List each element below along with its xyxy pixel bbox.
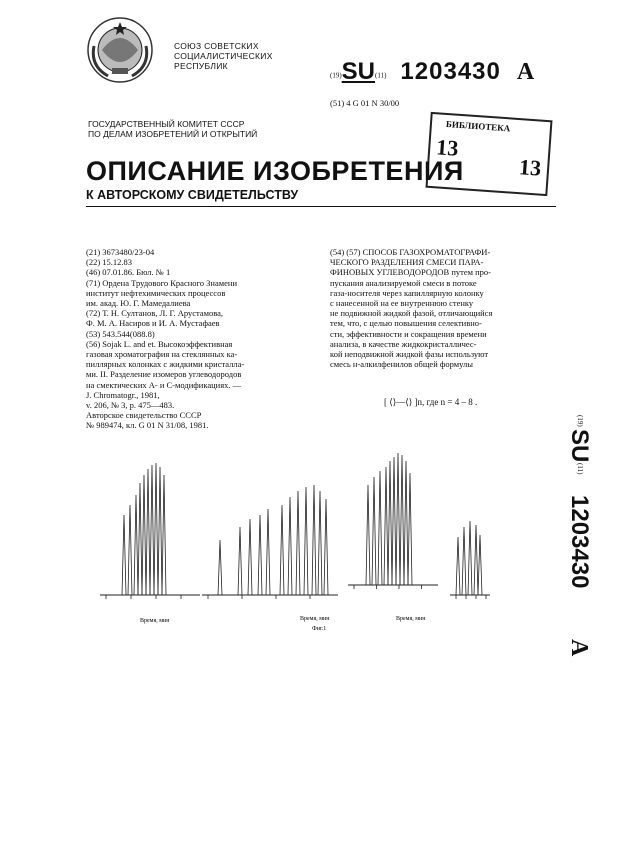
- chromatogram-peak: [392, 457, 396, 585]
- abstract-line: тем, что, с целью повышения селективно-: [330, 318, 482, 329]
- side-number: 1203430: [566, 495, 593, 589]
- chromatogram-peak: [158, 467, 162, 595]
- ussr-line: СОЦИАЛИСТИЧЕСКИХ: [174, 51, 273, 61]
- side-kind: A: [566, 639, 592, 657]
- chromatogram-peak: [218, 540, 222, 595]
- side-code-19: (19): [576, 415, 584, 427]
- chromatogram-peak: [468, 521, 472, 595]
- chromatogram-peak: [478, 535, 482, 595]
- ussr-emblem: [86, 16, 154, 84]
- chromatogram-peak: [384, 467, 388, 585]
- biblio-line: (53) 543.544(088.8): [86, 328, 155, 339]
- ipc-class: (51) 4 G 01 N 30/00: [330, 98, 400, 108]
- general-formula: [384, 397, 477, 408]
- biblio-line: на смектических А- и С-модификациях. —: [86, 379, 242, 390]
- chromatogram-peak: [248, 519, 252, 595]
- biblio-line: Авторское свидетельство СССР: [86, 410, 202, 421]
- chromatogram-peak: [396, 453, 400, 585]
- figure-label: Фиг.1: [312, 626, 327, 632]
- biblio-line: (56) Sojak L. and et. Высокоэффективная: [86, 338, 233, 349]
- abstract-line: кой неподвижной жидкой фазы используют: [330, 349, 489, 360]
- chromatogram-peak: [456, 537, 460, 595]
- chromatogram-peak: [238, 527, 242, 595]
- stamp-title: БИБЛИОТЕКА: [445, 118, 511, 134]
- country-code: SU: [341, 58, 376, 85]
- chromatogram-peak: [372, 477, 376, 585]
- kind-code: A: [516, 59, 535, 85]
- divider: [86, 206, 556, 207]
- biblio-line: (46) 07.01.86. Бюл. № 1: [86, 267, 171, 278]
- document-title: ОПИСАНИЕ ИЗОБРЕТЕНИЯ: [86, 156, 464, 186]
- bibliographic-data: [86, 247, 312, 431]
- biblio-line: пиллярных колонках с жидкими кристалла-: [86, 359, 245, 370]
- committee-name: [88, 119, 257, 139]
- abstract-line: (54) (57) СПОСОБ ГАЗОХРОМАТОГРАФИ-: [330, 247, 491, 257]
- formula-condition: , где n = 4 – 8 .: [422, 397, 478, 407]
- chromatogram-peak: [128, 505, 132, 595]
- ussr-line: СОЮЗ СОВЕТСКИХ: [174, 41, 259, 51]
- chromatogram-peak: [288, 497, 292, 595]
- patent-number: 1203430: [400, 58, 501, 85]
- abstract-claim: [330, 247, 558, 369]
- biblio-line: ми. II. Разделение изомеров углеводородов: [86, 369, 242, 380]
- chromatogram-peak: [388, 461, 392, 585]
- axis-label: Время, мин: [396, 616, 426, 622]
- biblio-line: № 989474, кл. G 01 N 31/08, 1981.: [86, 420, 209, 431]
- stamp-number: 13: [518, 154, 543, 181]
- chromatogram-peak: [296, 491, 300, 595]
- chromatogram-peak: [138, 483, 142, 595]
- biblio-line: (22) 15.12.83: [86, 257, 133, 268]
- patent-number-block: [330, 58, 534, 86]
- side-su: SU: [566, 429, 593, 463]
- axis-label: Время, мин: [140, 618, 170, 624]
- document-subtitle: К АВТОРСКОМУ СВИДЕТЕЛЬСТВУ: [86, 188, 299, 202]
- abstract-line: газа-носителя через капиллярную колонку: [330, 287, 484, 298]
- chromatogram-peak: [122, 515, 126, 595]
- ussr-line: РЕСПУБЛИК: [174, 61, 228, 71]
- chromatogram-peak: [408, 473, 412, 585]
- stamp-number: 13: [435, 134, 460, 161]
- abstract-line: анализа, в качестве жидкокристалличес-: [330, 338, 477, 349]
- chromatogram-peak: [142, 475, 146, 595]
- abstract-line: смесь н-алкилфенилов общей формулы: [330, 359, 473, 370]
- chromatogram-peak: [266, 509, 270, 595]
- chromatogram-peak: [400, 455, 404, 585]
- chromatogram-peak: [258, 515, 262, 595]
- biblio-line: им. акад. Ю. Г. Мамедалиева: [86, 298, 191, 309]
- chromatogram-peak: [366, 485, 370, 585]
- abstract-line: ФИНОВЫХ УГЛЕВОДОРОДОВ путем про-: [330, 267, 491, 278]
- chromatogram-peak: [324, 499, 328, 595]
- chromatogram-peak: [304, 487, 308, 595]
- formula-expression: [ ⟨⟩—⟨⟩ ]n: [384, 397, 423, 407]
- abstract-line: с нанесенной на ее внутреннюю стенку: [330, 298, 474, 309]
- chromatogram-peak: [318, 491, 322, 595]
- chromatogram-peak: [134, 495, 138, 595]
- committee-line: ПО ДЕЛАМ ИЗОБРЕТЕНИЙ И ОТКРЫТИЙ: [88, 129, 258, 139]
- ussr-heading: [174, 41, 273, 71]
- code-19: (19): [330, 71, 342, 80]
- chromatogram-peak: [404, 461, 408, 585]
- chromatogram-peak: [150, 465, 154, 595]
- biblio-line: (21) 3673480/23-04: [86, 247, 155, 257]
- biblio-line: газовая хроматография на стеклянных ка-: [86, 349, 238, 360]
- abstract-line: сти, эффективности и сокращения времени: [330, 328, 487, 339]
- abstract-line: пускания анализируемой смеси в потоке: [330, 277, 477, 288]
- axis-label: Время, мин: [300, 616, 330, 622]
- abstract-line: ЧЕСКОГО РАЗДЕЛЕНИЯ СМЕСИ ПАРА-: [330, 257, 484, 268]
- code-11: (11): [375, 71, 387, 80]
- committee-line: ГОСУДАРСТВЕННЫЙ КОМИТЕТ СССР: [88, 119, 245, 129]
- chromatogram-peak: [378, 471, 382, 585]
- side-code-11: (11): [576, 463, 584, 475]
- biblio-line: (72) Т. Н. Султанов, Л. Г. Арустамова,: [86, 308, 224, 319]
- biblio-line: v. 206, № 3, p. 475—483.: [86, 400, 175, 411]
- chromatogram-peak: [312, 485, 316, 595]
- biblio-line: институт нефтехимических процессов: [86, 287, 226, 298]
- biblio-line: (71) Ордена Трудового Красного Знамени: [86, 277, 237, 288]
- biblio-line: Ф. М. А. Насиров и И. А. Мустафаев: [86, 318, 220, 329]
- chromatogram-peak: [162, 475, 166, 595]
- chromatogram-peak: [462, 527, 466, 595]
- abstract-line: не подвижной жидкой фазой, отличающийся: [330, 308, 493, 319]
- chromatograms-figure: [100, 450, 500, 640]
- chromatogram-peak: [154, 463, 158, 595]
- chromatogram-peak: [146, 469, 150, 595]
- chromatogram-peak: [280, 505, 284, 595]
- side-patent-number: [552, 415, 593, 665]
- biblio-line: J. Chromatogr., 1981,: [86, 389, 160, 400]
- chromatogram-peaks: [100, 453, 490, 599]
- chromatogram-peak: [474, 525, 478, 595]
